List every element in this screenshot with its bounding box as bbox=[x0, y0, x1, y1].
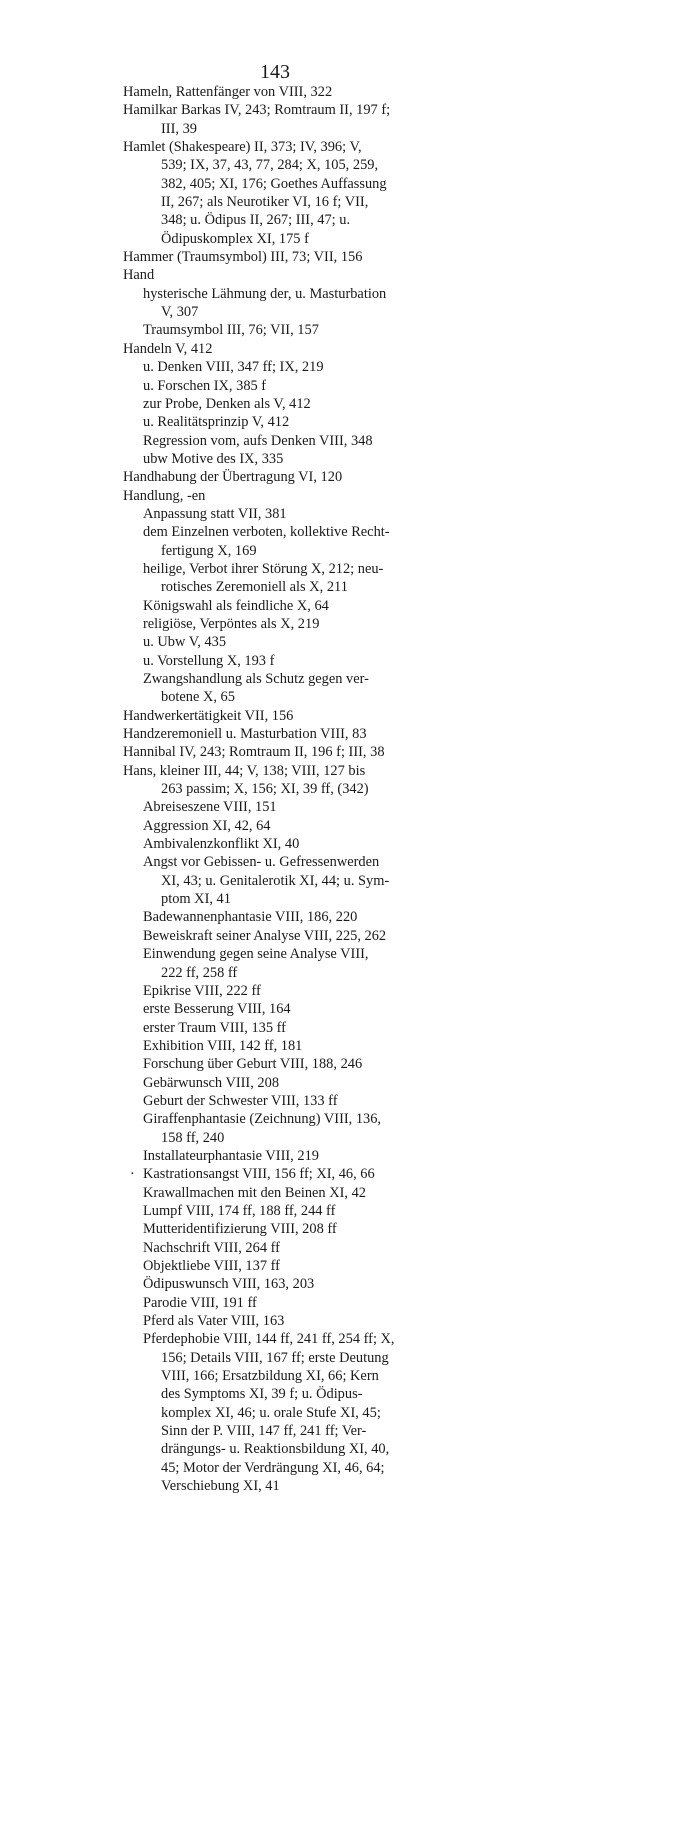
index-subentry-line bbox=[143, 450, 697, 468]
line-text: Hamlet (Shakespeare) II, 373; IV, 396; V, bbox=[123, 139, 362, 156]
index-subentry-line bbox=[143, 1257, 697, 1275]
index-subentry-line bbox=[143, 1092, 697, 1110]
index-entry-line bbox=[123, 487, 697, 505]
line-text: Regression vom, aufs Denken VIII, 348 bbox=[143, 432, 373, 449]
index-subentry-line bbox=[161, 890, 697, 908]
index-subentry-line bbox=[143, 1147, 697, 1165]
index-subentry-line bbox=[161, 303, 697, 321]
line-text: komplex XI, 46; u. orale Stufe XI, 45; bbox=[161, 1404, 381, 1421]
index-entry-line bbox=[123, 340, 697, 358]
line-text: 263 passim; X, 156; XI, 39 ff, (342) bbox=[161, 781, 369, 798]
line-text: erster Traum VIII, 135 ff bbox=[143, 1019, 286, 1036]
index-subentry-line bbox=[143, 1019, 697, 1037]
index-subentry-line bbox=[161, 175, 697, 193]
index-subentry-line bbox=[143, 1074, 697, 1092]
line-text: Angst vor Gebissen- u. Gefressenwerden bbox=[143, 854, 380, 871]
index-entry-line bbox=[123, 743, 697, 761]
line-text: Königswahl als feindliche X, 64 bbox=[143, 597, 329, 614]
index-subentry-line bbox=[143, 1239, 697, 1257]
line-text: botene X, 65 bbox=[161, 689, 235, 706]
line-text: religiöse, Verpöntes als X, 219 bbox=[143, 615, 320, 632]
line-text: Verschiebung XI, 41 bbox=[161, 1478, 280, 1495]
index-subentry-line bbox=[143, 798, 697, 816]
line-text: 539; IX, 37, 43, 77, 284; X, 105, 259, bbox=[161, 157, 379, 174]
index-entry-line bbox=[123, 762, 697, 780]
line-text: Traumsymbol III, 76; VII, 157 bbox=[143, 322, 319, 339]
index-subentry-line bbox=[143, 1294, 697, 1312]
index-subentry-line bbox=[143, 523, 697, 541]
line-text: Hameln, Rattenfänger von VIII, 322 bbox=[123, 84, 333, 100]
index-subentry-line bbox=[143, 413, 697, 431]
line-text: u. Denken VIII, 347 ff; IX, 219 bbox=[143, 359, 324, 376]
index-subentry-line bbox=[143, 1275, 697, 1293]
line-text: Mutteridentifizierung VIII, 208 ff bbox=[143, 1221, 337, 1238]
line-text: Krawallmachen mit den Beinen XI, 42 bbox=[143, 1184, 366, 1201]
line-text: Badewannenphantasie VIII, 186, 220 bbox=[143, 909, 358, 926]
line-text: u. Ubw V, 435 bbox=[143, 634, 227, 651]
line-text: Gebärwunsch VIII, 208 bbox=[143, 1074, 280, 1091]
index-subentry-line bbox=[161, 1404, 697, 1422]
line-text: u. Realitätsprinzip V, 412 bbox=[143, 414, 290, 431]
index-entry-line bbox=[123, 248, 697, 266]
line-text: fertigung X, 169 bbox=[161, 542, 257, 559]
index-subentry-line bbox=[143, 615, 697, 633]
line-text: dem Einzelnen verboten, kollektive Recht- bbox=[143, 524, 390, 541]
line-text: hysterische Lähmung der, u. Masturbation bbox=[143, 285, 387, 302]
line-text: ptom XI, 41 bbox=[161, 891, 231, 908]
line-text: Ödipuskomplex XI, 175 f bbox=[161, 230, 309, 247]
line-text: Objektliebe VIII, 137 ff bbox=[143, 1258, 280, 1274]
index-subentry-line bbox=[161, 211, 697, 229]
line-text: Hannibal IV, 243; Romtraum II, 196 f; III, 38 bbox=[123, 744, 385, 761]
index-subentry-line bbox=[143, 377, 697, 395]
index-subentry-line bbox=[161, 872, 697, 890]
line-text: Forschung über Geburt VIII, 188, 246 bbox=[143, 1056, 363, 1073]
index-subentry-line bbox=[161, 156, 697, 174]
index-subentry-line bbox=[161, 1129, 697, 1147]
index-subentry-line bbox=[143, 853, 697, 871]
index-subentry-line bbox=[143, 1000, 697, 1018]
index-subentry-line bbox=[143, 1312, 697, 1330]
index-subentry-line bbox=[143, 1220, 697, 1238]
index-subentry-line bbox=[143, 670, 697, 688]
index-subentry-line bbox=[161, 964, 697, 982]
line-text: Hamilkar Barkas IV, 243; Romtraum II, 197 f; bbox=[123, 102, 391, 119]
index-subentry-line bbox=[143, 285, 697, 303]
line-text: des Symptoms XI, 39 f; u. Ödipus- bbox=[161, 1386, 363, 1403]
line-text: Geburt der Schwester VIII, 133 ff bbox=[143, 1092, 338, 1109]
line-text: Zwangshandlung als Schutz gegen ver- bbox=[143, 671, 369, 687]
index-subentry-line bbox=[143, 633, 697, 651]
index-subentry-line bbox=[161, 1459, 697, 1477]
line-text: zur Probe, Denken als V, 412 bbox=[143, 395, 311, 412]
line-text: Nachschrift VIII, 264 ff bbox=[143, 1239, 280, 1256]
index-subentry-line bbox=[161, 542, 697, 560]
line-text: u. Forschen IX, 385 f bbox=[143, 377, 267, 394]
line-text: 156; Details VIII, 167 ff; erste Deutung bbox=[161, 1349, 389, 1366]
line-text: rotisches Zeremoniell als X, 211 bbox=[161, 579, 348, 596]
line-text: Kastrationsangst VIII, 156 ff; XI, 46, 66 bbox=[143, 1166, 375, 1183]
index-subentry-line bbox=[161, 230, 697, 248]
line-text: VIII, 166; Ersatzbildung XI, 66; Kern bbox=[161, 1368, 379, 1385]
line-text: erste Besserung VIII, 164 bbox=[143, 1001, 291, 1018]
line-text: Sinn der P. VIII, 147 ff, 241 ff; Ver- bbox=[161, 1423, 367, 1440]
line-text: Ödipuswunsch VIII, 163, 203 bbox=[143, 1276, 315, 1293]
index-subentry-line bbox=[130, 1165, 697, 1183]
index-subentry-line bbox=[161, 780, 697, 798]
line-text: 348; u. Ödipus II, 267; III, 47; u. bbox=[161, 212, 351, 229]
index-subentry-line bbox=[143, 835, 697, 853]
index-subentry-line bbox=[143, 1202, 697, 1220]
line-text: XI, 43; u. Genitalerotik XI, 44; u. Sym- bbox=[161, 872, 390, 889]
index-subentry-line bbox=[143, 982, 697, 1000]
index-entry-line bbox=[123, 138, 697, 156]
line-text: Hans, kleiner III, 44; V, 138; VIII, 127 bis bbox=[123, 762, 366, 779]
index-entry-line bbox=[123, 266, 697, 284]
line-text: u. Vorstellung X, 193 f bbox=[143, 652, 275, 669]
index-subentry-line bbox=[161, 1477, 697, 1495]
index-subentry-line bbox=[161, 1385, 697, 1403]
line-text: Exhibition VIII, 142 ff, 181 bbox=[143, 1037, 303, 1054]
index-subentry-line bbox=[143, 358, 697, 376]
index-entry-line bbox=[123, 707, 697, 725]
margin-mark: · bbox=[130, 1166, 135, 1183]
line-text: Pferdephobie VIII, 144 ff, 241 ff, 254 ff; X, bbox=[143, 1331, 395, 1348]
line-text: Abreiseszene VIII, 151 bbox=[143, 799, 277, 816]
index-subentry-line bbox=[161, 1440, 697, 1458]
line-text: Handhabung der Übertragung VI, 120 bbox=[123, 469, 343, 486]
line-text: Anpassung statt VII, 381 bbox=[143, 505, 287, 522]
line-text: Einwendung gegen seine Analyse VIII, bbox=[143, 946, 369, 963]
line-text: II, 267; als Neurotiker VI, 16 f; VII, bbox=[161, 194, 369, 211]
line-text: Handeln V, 412 bbox=[123, 340, 213, 357]
index-subentry-line bbox=[161, 578, 697, 596]
index-subentry-line bbox=[161, 120, 697, 138]
index-entry-line bbox=[123, 468, 697, 486]
index-subentry-line bbox=[143, 505, 697, 523]
index-subentry-line bbox=[143, 321, 697, 339]
line-text: Pferd als Vater VIII, 163 bbox=[143, 1313, 285, 1330]
index-entry-line bbox=[123, 101, 697, 119]
line-text: ubw Motive des IX, 335 bbox=[143, 450, 284, 467]
line-text: Parodie VIII, 191 ff bbox=[143, 1294, 257, 1311]
index-subentry-line bbox=[161, 1422, 697, 1440]
line-text: Hand bbox=[123, 267, 155, 284]
line-text: Hammer (Traumsymbol) III, 73; VII, 156 bbox=[123, 249, 363, 266]
index-subentry-line bbox=[161, 1349, 697, 1367]
index-subentry-line bbox=[143, 597, 697, 615]
page-number: 143 bbox=[260, 61, 290, 83]
index-subentry-line bbox=[161, 688, 697, 706]
index-subentry-line bbox=[143, 945, 697, 963]
index-subentry-line bbox=[143, 1330, 697, 1348]
index-subentry-line bbox=[143, 1110, 697, 1128]
index-subentry-line bbox=[143, 1055, 697, 1073]
line-text: Aggression XI, 42, 64 bbox=[143, 817, 271, 834]
line-text: Epikrise VIII, 222 ff bbox=[143, 982, 261, 999]
line-text: V, 307 bbox=[161, 304, 199, 321]
index-subentry-line bbox=[161, 1367, 697, 1385]
line-text: 382, 405; XI, 176; Goethes Auffassung bbox=[161, 175, 387, 192]
line-text: heilige, Verbot ihrer Störung X, 212; neu- bbox=[143, 560, 384, 577]
line-text: Lumpf VIII, 174 ff, 188 ff, 244 ff bbox=[143, 1202, 336, 1219]
line-text: Installateurphantasie VIII, 219 bbox=[143, 1147, 319, 1164]
line-text: Handzeremoniell u. Masturbation VIII, 83 bbox=[123, 726, 367, 743]
index-subentry-line bbox=[143, 652, 697, 670]
line-text: III, 39 bbox=[161, 120, 197, 137]
line-text: Ambivalenzkonflikt XI, 40 bbox=[143, 836, 300, 853]
index-entry-line bbox=[123, 83, 697, 101]
line-text: Handlung, -en bbox=[123, 487, 206, 504]
line-text: Handwerkertätigkeit VII, 156 bbox=[123, 707, 294, 724]
index-subentry-line bbox=[161, 193, 697, 211]
line-text: Giraffenphantasie (Zeichnung) VIII, 136, bbox=[143, 1111, 382, 1128]
index-subentry-line bbox=[143, 432, 697, 450]
index-subentry-line bbox=[143, 1184, 697, 1202]
index-subentry-line bbox=[143, 395, 697, 413]
line-text: drängungs- u. Reaktionsbildung XI, 40, bbox=[161, 1441, 390, 1458]
index-subentry-line bbox=[143, 927, 697, 945]
index-entries bbox=[0, 83, 697, 1495]
line-text: 45; Motor der Verdrängung XI, 46, 64; bbox=[161, 1459, 385, 1476]
index-subentry-line bbox=[143, 817, 697, 835]
index-subentry-line bbox=[143, 560, 697, 578]
index-subentry-line bbox=[143, 908, 697, 926]
line-text: 158 ff, 240 bbox=[161, 1129, 225, 1146]
index-entry-line bbox=[123, 725, 697, 743]
line-text: 222 ff, 258 ff bbox=[161, 964, 238, 981]
index-subentry-line bbox=[143, 1037, 697, 1055]
line-text: Beweiskraft seiner Analyse VIII, 225, 262 bbox=[143, 927, 387, 944]
